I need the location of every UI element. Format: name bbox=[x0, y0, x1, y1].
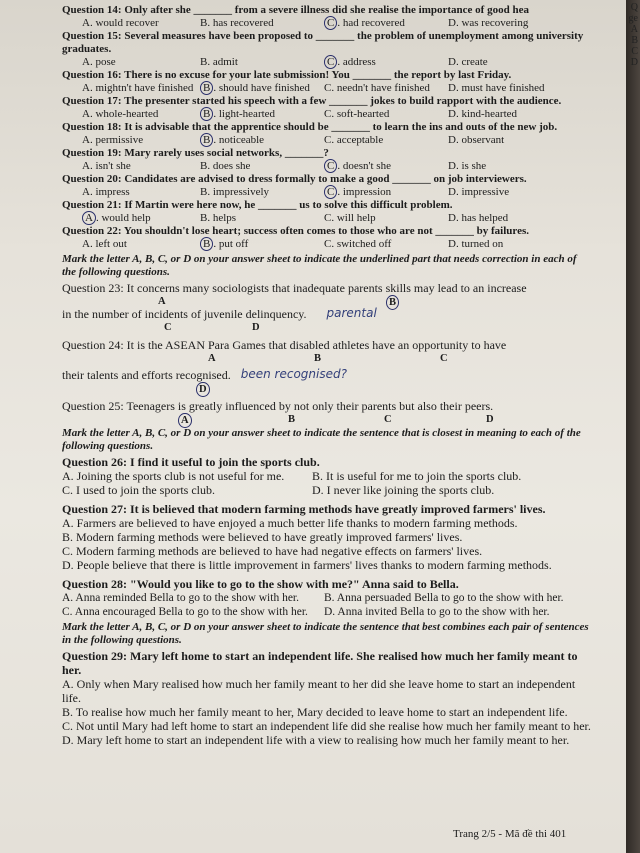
question-27 bbox=[62, 502, 592, 572]
q23-letters-2 bbox=[62, 321, 592, 333]
q15-options bbox=[62, 56, 592, 69]
q22-option-b: B . put off bbox=[200, 238, 324, 251]
edge-letters bbox=[598, 2, 638, 68]
q19-option-d: D. is she bbox=[448, 160, 487, 172]
q19-option-c: C . doesn't she bbox=[324, 160, 448, 173]
q18-option-a: A. permissive bbox=[82, 134, 144, 146]
q17-stem: Question 17: The presenter started his speech with a few _______ jokes to build rapport with the audience. bbox=[62, 95, 562, 107]
q18-option-d: D. observant bbox=[448, 134, 505, 146]
q21-circled-letter: A bbox=[82, 211, 96, 225]
q22-option-a: A. left out bbox=[82, 238, 127, 250]
q29-option-c: C. Not until Mary had left home to start an independent life did she realise how much her family meant to her. bbox=[62, 719, 591, 733]
q20-options bbox=[62, 186, 592, 199]
q16-option-d: D. must have finished bbox=[448, 82, 545, 94]
q21-options bbox=[62, 212, 592, 225]
q21-option-a: A . would help bbox=[82, 212, 200, 225]
question-q14 bbox=[62, 4, 592, 30]
q24-line2: their talents and efforts recognised. bbox=[62, 368, 231, 382]
question-q15 bbox=[62, 30, 592, 69]
q18-stem: Question 18: It is advisable that the apprentice should be _______ to learn the ins and outs of the new job. bbox=[62, 121, 558, 133]
q19-option-a: A. isn't she bbox=[82, 160, 131, 172]
q24-letter-c: C bbox=[440, 353, 448, 364]
question-q19 bbox=[62, 147, 592, 173]
q26-option-a: A. Joining the sports club is not useful for me. bbox=[62, 469, 285, 483]
q23-line2: in the number of incidents of juvenile delinquency. bbox=[62, 307, 307, 321]
q14-options bbox=[62, 17, 592, 30]
question-q22 bbox=[62, 225, 592, 251]
q14-option-c: C . had recovered bbox=[324, 17, 448, 30]
q27-option-c: C. Modern farming methods are believed to have had negative effects on farmers' lives. bbox=[62, 544, 483, 558]
instruction-closest: Mark the letter A, B, C, or D on your answer sheet to indicate the sentence that is closest in meaning to each of the following questions. bbox=[62, 427, 581, 452]
question-24 bbox=[62, 338, 592, 394]
q14-option-a: A. would recover bbox=[82, 17, 159, 29]
instruction-combine: Mark the letter A, B, C, or D on your answer sheet to indicate the sentence that best combines each pair of sentences in the following questions. bbox=[62, 621, 589, 646]
question-23 bbox=[62, 281, 592, 333]
edge-letter-5: D bbox=[630, 57, 638, 68]
edge-letter-1: ge bbox=[628, 13, 638, 24]
question-q16 bbox=[62, 69, 592, 95]
q19-options bbox=[62, 160, 592, 173]
q22-circled-letter: B bbox=[200, 237, 213, 251]
q21-option-b: B. helps bbox=[200, 212, 237, 224]
q14-option-b: B. has recovered bbox=[200, 17, 274, 29]
q25-letter-c: C bbox=[384, 414, 392, 425]
q27-option-a: A. Farmers are believed to have enjoyed a much better life thanks to modern farming methods. bbox=[62, 516, 518, 530]
q14-circled-letter: C bbox=[324, 16, 337, 30]
q19-option-b: B. does she bbox=[200, 160, 251, 172]
q24-line1: Question 24: It is the ASEAN Para Games that disabled athletes have an opportunity to have bbox=[62, 338, 507, 352]
q23-letter-a: A bbox=[158, 296, 166, 307]
q28-option-d: D. Anna invited Bella to go to the show with her. bbox=[324, 606, 550, 618]
q27-stem: Question 27: It is believed that modern farming methods have greatly improved farmers' lives. bbox=[62, 502, 546, 516]
question-q18 bbox=[62, 121, 592, 147]
q18-option-b: B . noticeable bbox=[200, 134, 324, 147]
q23-letter-c: C bbox=[164, 322, 172, 333]
q20-stem: Question 20: Candidates are advised to dress formally to make a good _______ on job interviewers. bbox=[62, 173, 527, 185]
page-footer: Trang 2/5 - Mã đề thi 401 bbox=[453, 828, 567, 840]
page-edge bbox=[626, 0, 640, 853]
q17-option-d: D. kind-hearted bbox=[448, 108, 518, 120]
q14-option-d: D. was recovering bbox=[448, 17, 529, 29]
q22-option-d: D. turned on bbox=[448, 238, 504, 250]
q29-option-a: A. Only when Mary realised how much her family meant to her did she leave home to start an independent life. bbox=[62, 677, 576, 705]
q17-options bbox=[62, 108, 592, 121]
q15-option-c: C . address bbox=[324, 56, 448, 69]
q25-letters bbox=[62, 413, 592, 425]
question-q21 bbox=[62, 199, 592, 225]
q19-circled-letter: C bbox=[324, 159, 337, 173]
q18-option-c: C. acceptable bbox=[324, 134, 384, 146]
q27-option-d: D. People believe that there is little improvement in farmers' lives thanks to modern farming methods. bbox=[62, 558, 552, 572]
q20-option-c: C . impression bbox=[324, 186, 448, 199]
q21-stem: Question 21: If Martin were here now, he _______ us to solve this difficult problem. bbox=[62, 199, 453, 211]
q25-letter-a: A bbox=[178, 413, 192, 428]
q15-option-d: D. create bbox=[448, 56, 488, 68]
q21-option-c: C. will help bbox=[324, 212, 376, 224]
q29-option-d: D. Mary left home to start an independent life with a view to realising how much her family meant to her. bbox=[62, 733, 570, 747]
q15-stem: Question 15: Several measures have been proposed to _______ the problem of unemployment among university graduates. bbox=[62, 30, 584, 55]
question-q17 bbox=[62, 95, 592, 121]
question-25 bbox=[62, 399, 592, 425]
q26-option-d: D. I never like joining the sports club. bbox=[312, 483, 495, 497]
q26-option-c: C. I used to join the sports club. bbox=[62, 483, 215, 497]
q24-handwriting: been recognised? bbox=[240, 367, 347, 381]
q20-option-b: B. impressively bbox=[200, 186, 270, 198]
q25-letter-b: B bbox=[288, 414, 296, 425]
q20-circled-letter: C bbox=[324, 185, 337, 199]
edge-letter-2: A bbox=[630, 24, 638, 35]
q16-options bbox=[62, 82, 592, 95]
q23-line1: Question 23: It concerns many sociologists that inadequate parents skills may lead to an increase bbox=[62, 281, 527, 295]
q15-option-b: B. admit bbox=[200, 56, 238, 68]
q23-letters bbox=[62, 295, 592, 307]
q16-option-b: B . should have finished bbox=[200, 82, 324, 95]
q23-handwriting: parental bbox=[326, 306, 377, 320]
q16-circled-letter: B bbox=[200, 81, 213, 95]
q14-stem: Question 14: Only after she _______ from a severe illness did she realise the importance of good hea bbox=[62, 4, 529, 16]
q22-option-c: C. switched off bbox=[324, 238, 392, 250]
q15-circled-letter: C bbox=[324, 55, 337, 69]
q15-option-a: A. pose bbox=[82, 56, 116, 68]
q17-option-a: A. whole-hearted bbox=[82, 108, 159, 120]
q28-option-b: B. Anna persuaded Bella to go to the show with her. bbox=[324, 592, 564, 604]
q29-stem: Question 29: Mary left home to start an independent life. She realised how much her family meant to her. bbox=[62, 649, 578, 677]
q19-stem: Question 19: Mary rarely uses social networks, _______? bbox=[62, 147, 329, 159]
q24-letters bbox=[62, 352, 592, 364]
q26-stem: Question 26: I find it useful to join the sports club. bbox=[62, 455, 320, 469]
question-q20 bbox=[62, 173, 592, 199]
q29-option-b: B. To realise how much her family meant to her, Mary decided to leave home to start an independent life. bbox=[62, 705, 568, 719]
q20-option-a: A. impress bbox=[82, 186, 130, 198]
q17-option-c: C. soft-hearted bbox=[324, 108, 390, 120]
question-26 bbox=[62, 455, 592, 497]
q24-letters-2 bbox=[62, 382, 592, 394]
q18-options bbox=[62, 134, 592, 147]
q28-option-a: A. Anna reminded Bella to go to the show with her. bbox=[62, 592, 299, 604]
question-28 bbox=[62, 577, 592, 619]
q16-stem: Question 16: There is no excuse for your late submission! You _______ the report by last Friday. bbox=[62, 69, 512, 81]
q21-option-d: D. has helped bbox=[448, 212, 509, 224]
instruction-underlined: Mark the letter A, B, C, or D on your answer sheet to indicate the underlined part that needs correction in each of the following questions. bbox=[62, 253, 577, 278]
q17-circled-letter: B bbox=[200, 107, 213, 121]
edge-letter-3: B bbox=[631, 35, 638, 46]
edge-letter-4: C bbox=[631, 46, 638, 57]
q23-letter-d: D bbox=[252, 322, 260, 333]
q23-letter-b: B bbox=[386, 295, 399, 310]
q17-option-b: B . light-hearted bbox=[200, 108, 324, 121]
q22-stem: Question 22: You shouldn't lose heart; success often comes to those who are not _______ by failures. bbox=[62, 225, 529, 237]
q24-letter-a: A bbox=[208, 353, 216, 364]
exam-content bbox=[62, 4, 592, 747]
q26-option-b: B. It is useful for me to join the sports club. bbox=[312, 469, 522, 483]
edge-letter-0: Q bbox=[630, 2, 638, 13]
q28-stem: Question 28: "Would you like to go to the show with me?" Anna said to Bella. bbox=[62, 577, 459, 591]
q18-circled-letter: B bbox=[200, 133, 213, 147]
q24-letter-b: B bbox=[314, 353, 322, 364]
q27-option-b: B. Modern farming methods were believed to have greatly improved farmers' lives. bbox=[62, 530, 463, 544]
q25-line1: Question 25: Teenagers is greatly influenced by not only their parents but also their peers. bbox=[62, 399, 494, 413]
q16-option-a: A. mightn't have finished bbox=[82, 82, 194, 94]
q20-option-d: D. impressive bbox=[448, 186, 510, 198]
q22-options bbox=[62, 238, 592, 251]
q28-option-c: C. Anna encouraged Bella to go to the show with her. bbox=[62, 606, 308, 618]
q16-option-c: C. needn't have finished bbox=[324, 82, 430, 94]
q24-letter-d: D bbox=[196, 382, 210, 397]
question-29 bbox=[62, 649, 592, 747]
q25-letter-d: D bbox=[486, 414, 494, 425]
question-list bbox=[62, 4, 592, 251]
